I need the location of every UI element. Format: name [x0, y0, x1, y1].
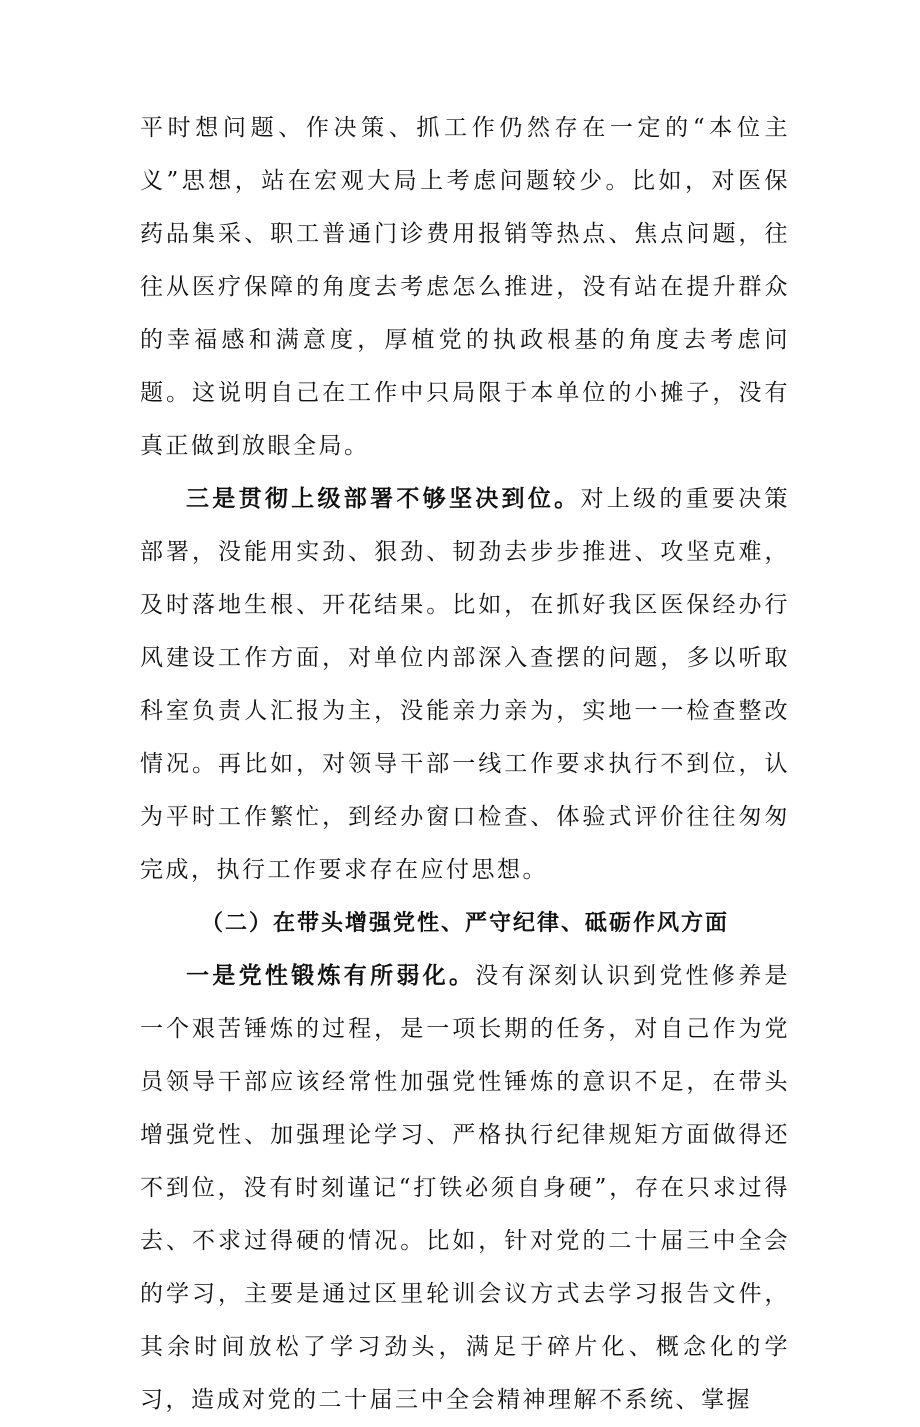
- paragraph-item-one: [140, 950, 790, 1427]
- paragraph-item-three: [140, 473, 790, 897]
- document-body: [140, 102, 790, 1427]
- paragraph-lead-heading: 三是贯彻上级部署不够坚决到位。: [186, 486, 581, 512]
- paragraph-text: 没有深刻认识到党性修养是一个艰苦锤炼的过程，是一项长期的任务，对自己作为党员领导干部应该经常性加强党性锤炼的意识不足，在带头增强党性、加强理论学习、严格执行纪律规矩方面做得还不到位，没有时刻谨记“打铁必须自身硬”，存在只求过得去、不求过得硬的情况。比如，针对党的二十届三中全会的学习，主要是通过区里轮训会议方式去学习报告文件，其余时间放松了学习劲头，满足于碎片化、概念化的学习，造成对党的二十届三中全会精神理解不系统、掌握: [140, 963, 791, 1413]
- paragraph-text: 对上级的重要决策部署，没能用实劲、狠劲、韧劲去步步推进、攻坚克难，及时落地生根、开花结果。比如，在抓好我区医保经办行风建设工作方面，对单位内部深入查摆的问题，多以听取科室负责人汇报为主，没能亲力亲为，实地一一检查整改情况。再比如，对领导干部一线工作要求执行不到位，认为平时工作繁忙，到经办窗口检查、体验式评价往往匆匆完成，执行工作要求存在应付思想。: [140, 486, 791, 883]
- paragraph-text: 平时想问题、作决策、抓工作仍然存在一定的“本位主义”思想，站在宏观大局上考虑问题较少。比如，对医保药品集采、职工普通门诊费用报销等热点、焦点问题，往往从医疗保障的角度去考虑怎么推进，没有站在提升群众的幸福感和满意度，厚植党的执政根基的角度去考虑问题。这说明自己在工作中只局限于本单位的小摊子，没有真正做到放眼全局。: [140, 115, 790, 459]
- paragraph-continued: [140, 102, 790, 473]
- paragraph-lead-heading: 一是党性锻炼有所弱化。: [186, 963, 476, 989]
- section-heading: （二）在带头增强党性、严守纪律、砥砺作风方面: [200, 911, 729, 936]
